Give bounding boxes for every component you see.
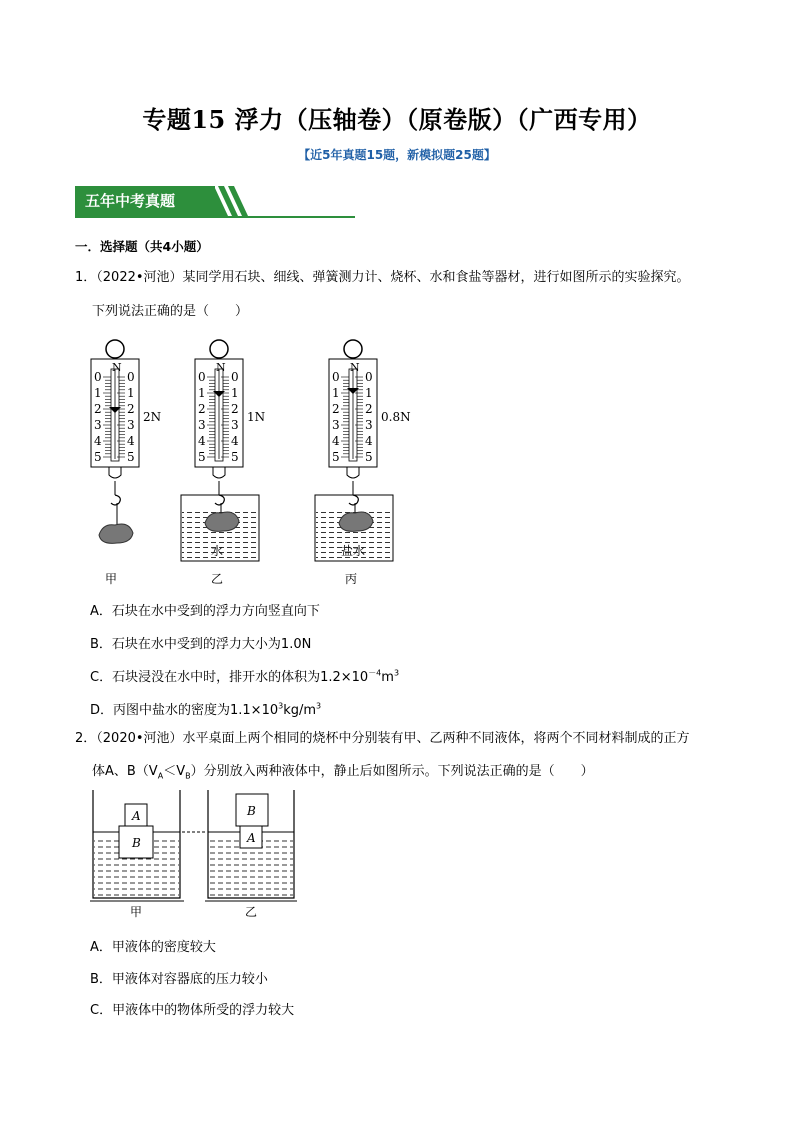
scale-right-label: 0 <box>127 370 135 384</box>
scale-unit-yi: N <box>216 361 226 374</box>
scale-right-label: 5 <box>127 450 135 464</box>
q1-option-d-unit-exp: 3 <box>316 701 322 711</box>
q1-option-c-unit-exp: 3 <box>393 668 400 678</box>
scale-left-label: 3 <box>198 418 206 432</box>
scale-right-label: 3 <box>365 418 373 432</box>
scale-left-label: 4 <box>198 434 206 448</box>
q2-beaker-figure <box>90 790 300 920</box>
scale-right-label: 1 <box>365 386 373 400</box>
beaker-jia <box>93 790 180 898</box>
q1-option-c-text: C．石块浸没在水中时，排开水的体积为1.2×10 <box>90 670 369 685</box>
q1-option-b[interactable]: B．石块在水中受到的浮力大小为1.0N <box>90 637 312 652</box>
q1-option-a[interactable]: A．石块在水中受到的浮力方向竖直向下 <box>90 604 320 619</box>
scale-right-label: 2 <box>127 402 135 416</box>
scale-right-label: 1 <box>231 386 239 400</box>
question-1-line1: 1．（2022•河池）某同学用石块、细线、弹簧测力计、烧杯、水和食盐等器材，进行如图所示的实验探究。 <box>75 270 690 285</box>
jia-block-a-label: A <box>132 809 141 823</box>
scale-left-label: 5 <box>332 450 340 464</box>
scale-left-label: 3 <box>332 418 340 432</box>
q2-caption-yi: 乙 <box>245 905 258 919</box>
q2-caption-jia: 甲 <box>130 905 143 919</box>
jia-block-b-label: B <box>132 836 141 850</box>
reading-yi: 1N <box>247 410 266 424</box>
scale-right-label: 5 <box>365 450 373 464</box>
page-subtitle: 【近5年真题15题，新模拟题25题】 <box>298 148 496 162</box>
scale-left-label: 1 <box>94 386 102 400</box>
q1-option-c-exp: －4 <box>368 668 382 678</box>
scale-right-label: 2 <box>365 402 373 416</box>
liquid-label-water: 水 <box>211 544 224 558</box>
q1-option-d-exp: 3 <box>278 701 284 711</box>
scale-right-label: 4 <box>231 434 239 448</box>
q2-option-b[interactable]: B．甲液体对容器底的压力较小 <box>90 972 268 987</box>
scale-right-label: 3 <box>231 418 239 432</box>
scale-left-label: 5 <box>94 450 102 464</box>
q1-option-c[interactable] <box>90 666 399 685</box>
q2-sub-b: B <box>185 771 191 781</box>
scale-right-label: 2 <box>231 402 239 416</box>
q2-option-a[interactable]: A．甲液体的密度较大 <box>90 940 216 955</box>
scale-left-label: 4 <box>94 434 102 448</box>
question-1-line2: 下列说法正确的是（ ） <box>92 304 249 319</box>
scale-right-label: 1 <box>127 386 135 400</box>
q2-line2-part3: ）分别放入两种液体中，静止后如图所示。下列说法正确的是（ ） <box>190 764 594 779</box>
question-2-line1: 2．（2020•河池）水平桌面上两个相同的烧杯中分别装有甲、乙两种不同液体，将两个不同材料制成的正方 <box>75 731 690 746</box>
scale-left-label: 5 <box>198 450 206 464</box>
reading-jia: 2N <box>143 410 162 424</box>
scale-left-label: 4 <box>332 434 340 448</box>
beaker-yi <box>208 790 294 898</box>
liquid-label-saltwater: 盐水 <box>341 544 366 558</box>
caption-jia: 甲 <box>105 572 118 586</box>
scale-right-label: 0 <box>231 370 239 384</box>
caption-yi: 乙 <box>211 572 224 586</box>
q1-option-d-unit: kg/m <box>283 703 317 718</box>
scale-left-label: 0 <box>332 370 340 384</box>
scale-left-label: 3 <box>94 418 102 432</box>
scale-left-label: 2 <box>198 402 206 416</box>
q1-option-c-unit: m <box>381 670 394 685</box>
q1-option-d-text: D．丙图中盐水的密度为1.1×10 <box>90 703 279 718</box>
scale-unit-jia: N <box>112 361 122 374</box>
scale-left-label: 0 <box>198 370 206 384</box>
section-heading: 一．选择题（共4小题） <box>75 239 209 254</box>
yi-block-a-label: A <box>247 831 256 845</box>
yi-block-b-label: B <box>247 804 256 818</box>
q1-spring-scale-figure <box>85 335 425 590</box>
banner-stripes-decoration <box>200 182 260 220</box>
scale-left-label: 2 <box>332 402 340 416</box>
scale-right-label: 0 <box>365 370 373 384</box>
scale-unit-bing: N <box>350 361 360 374</box>
scale-left-label: 2 <box>94 402 102 416</box>
scale-left-label: 1 <box>332 386 340 400</box>
scale-right-label: 5 <box>231 450 239 464</box>
q2-sub-a: A <box>157 771 164 781</box>
banner-underline <box>75 216 355 218</box>
scale-right-label: 4 <box>127 434 135 448</box>
q2-option-c[interactable]: C．甲液体中的物体所受的浮力较大 <box>90 1003 295 1018</box>
scale-right-label: 3 <box>127 418 135 432</box>
scale-left-label: 1 <box>198 386 206 400</box>
q2-line2-part2: ＜V <box>163 764 186 779</box>
page-title: 专题15 浮力（压轴卷）（原卷版）（广西专用） <box>142 105 652 134</box>
q2-line2-part1: 体A、B（V <box>92 764 158 779</box>
scale-left-label: 0 <box>94 370 102 384</box>
scale-right-label: 4 <box>365 434 373 448</box>
q1-option-d[interactable] <box>90 699 321 718</box>
question-2-line2 <box>92 760 594 781</box>
caption-bing: 丙 <box>345 572 358 586</box>
reading-bing: 0.8N <box>381 410 411 424</box>
section-banner: 五年中考真题 <box>75 186 215 216</box>
